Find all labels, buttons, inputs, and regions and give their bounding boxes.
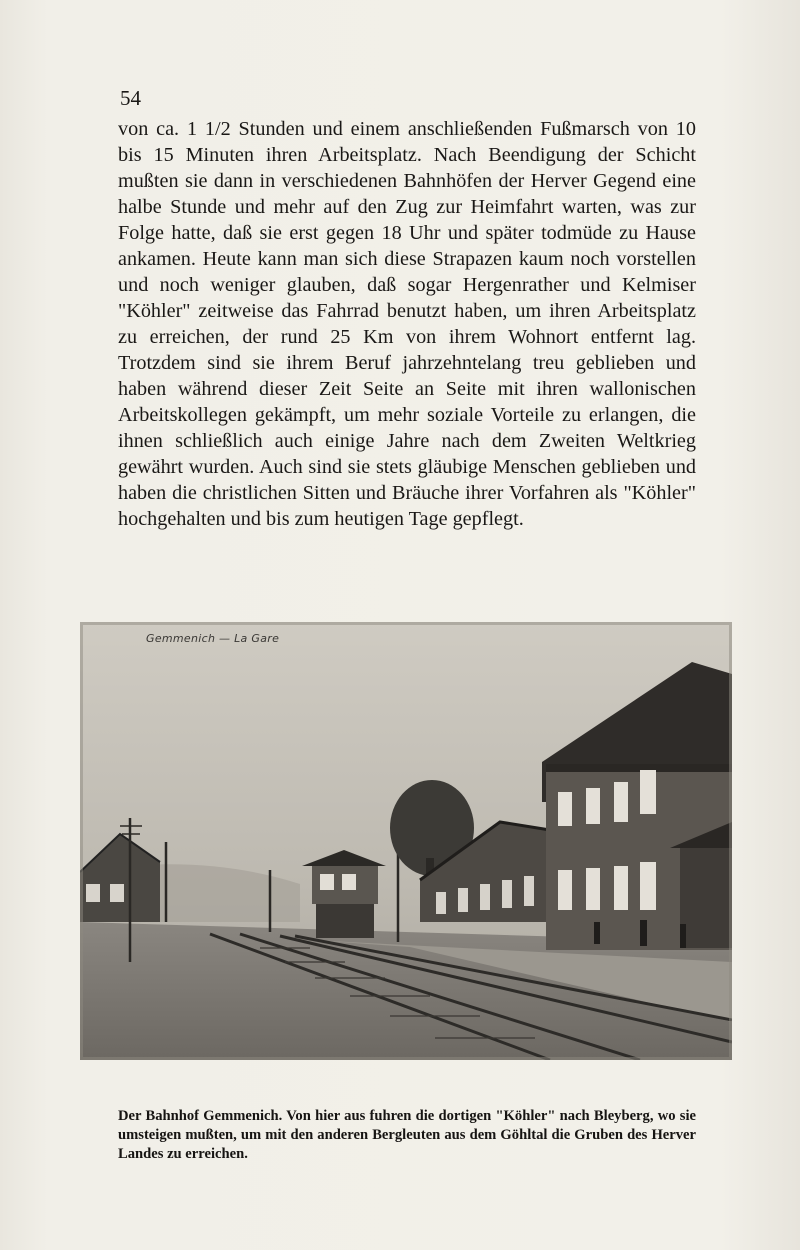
station-photo bbox=[80, 622, 732, 1060]
photo-label: Gemmenich — La Gare bbox=[146, 632, 280, 645]
station-photo-illustration bbox=[80, 622, 732, 1060]
body-paragraph bbox=[118, 116, 696, 532]
page-number: 54 bbox=[120, 86, 141, 110]
body-text: von ca. 1 1/2 Stunden und einem anschließenden Fußmarsch von 10 bis 15 Minuten ihren Arbeitsplatz. Nach Beendigung der Schicht mußten sie dann in verschiedenen Bahnhöfen der Herver Gegend eine halbe Stunde und mehr auf den Zug zur Heimfahrt warten, was zur Folge hatte, daß sie erst gegen 18 Uhr und später todmüde zu Hause ankamen. Heute kann man sich diese Strapazen kaum noch vorstellen und noch weniger glauben, daß sogar Hergenrather und Kelmiser "Köhler" zeitweise das Fahrrad benutzt haben, um ihren Arbeitsplatz zu erreichen, der rund 25 Km von ihrem Wohnort entfernt lag. Trotzdem sind sie ihrem Beruf jahrzehntelang treu geblieben und haben während dieser Zeit Seite an Seite mit ihren wallonischen Arbeitskollegen gekämpft, um mehr soziale Vorteile zu erlangen, die ihnen schließlich auch einige Jahre nach dem Zweiten Weltkrieg gewährt wurden. Auch sind sie stets gläubige Menschen geblieben und haben die christlichen Sitten und Bräuche ihrer Vorfahren als "Köhler" hochgehalten und bis zum heutigen Tage gepflegt. bbox=[118, 118, 696, 530]
photo-caption: Der Bahnhof Gemmenich. Von hier aus fuhren die dortigen "Köhler" nach Bleyberg, wo sie umsteigen mußten, um mit den anderen Bergleuten aus dem Göhltal die Gruben des Herver Landes zu erreichen. bbox=[118, 1108, 696, 1162]
